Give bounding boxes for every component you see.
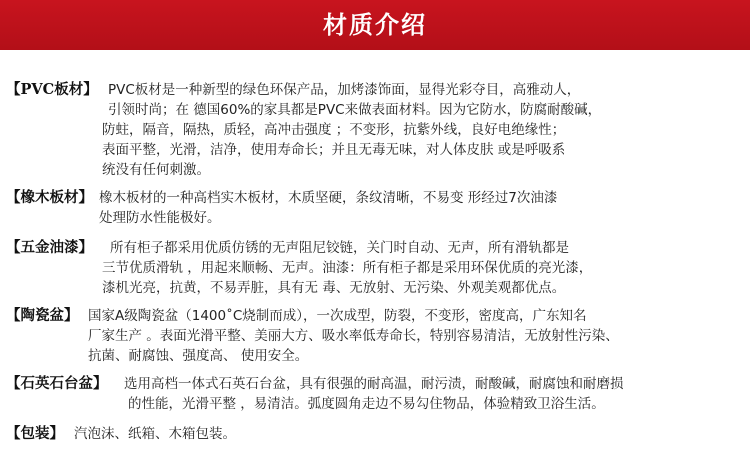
page-title: 材质介绍 (323, 10, 427, 39)
section-text-line: 橡木板材的一种高档实木板材，木质坚硬，条纹清晰，不易变 形经过7次油漆 (99, 190, 558, 206)
section-text-line: 漆机光亮，抗黄，不易弄脏，具有无 毒、无放射、无污染、外观美观都优点。 (102, 280, 566, 296)
section-text-line: 统没有任何刺激。 (102, 162, 210, 178)
section-label: 【PVC板材】 (6, 81, 98, 98)
section-text-line: 三节优质滑轨 ，用起来顺畅、无声。油漆：所有柜子都是采用环保优质的亮光漆， (102, 260, 593, 276)
section-hardware-paint (6, 238, 746, 302)
section-pvc-board (6, 80, 746, 184)
section-quartz-basin (6, 374, 746, 418)
section-text-line: 选用高档一体式石英石台盆，具有很强的耐高温，耐污渍，耐酸碱，耐腐蚀和耐磨损 (124, 376, 624, 392)
section-text-line: 引领时尚；在 德国60%的家具都是PVC来做表面材料。因为它防水，防腐耐酸碱， (108, 102, 602, 118)
section-text-line: PVC板材是一种新型的绿色环保产品，加烤漆饰面，显得光彩夺目，高雅动人， (108, 82, 581, 98)
section-text-line: 汽泡沫、纸箱、木箱包装。 (74, 426, 236, 442)
section-label: 【陶瓷盆】 (6, 307, 79, 324)
section-text-line: 处理防水性能极好。 (99, 210, 221, 226)
section-text-line: 国家A级陶瓷盆（1400˚C烧制而成），一次成型，防裂，不变形，密度高，广东知名 (88, 308, 587, 324)
section-text-line: 的性能，光滑平整 ，易清洁。弧度圆角走边不易勾住物品，体验精致卫浴生活。 (128, 396, 605, 412)
section-packaging (6, 424, 746, 446)
section-text-line: 表面平整，光滑，洁净，使用寿命长；并且无毒无味，对人体皮肤 或是呼吸系 (102, 142, 566, 158)
section-oak-board (6, 188, 746, 232)
section-text-line: 厂家生产 。表面光滑平整、美丽大方、吸水率低寿命长，特别容易清洁，无放射性污染、 (88, 328, 619, 344)
section-label: 【橡木板材】 (6, 189, 93, 206)
section-text-line: 抗菌、耐腐蚀、强度高、 使用安全。 (88, 348, 309, 364)
section-label: 【石英石台盆】 (6, 375, 108, 392)
section-text-line: 所有柜子都采用优质仿锈的无声阻尼铰链，关门时自动、无声，所有滑轨都是 (110, 240, 569, 256)
section-text-line: 防蛀，隔音，隔热，质轻，高冲击强度 ；不变形，抗紫外线，良好电绝缘性； (102, 122, 566, 138)
section-label: 【五金油漆】 (6, 239, 93, 256)
section-label: 【包装】 (6, 425, 64, 442)
section-ceramic-basin (6, 306, 746, 370)
